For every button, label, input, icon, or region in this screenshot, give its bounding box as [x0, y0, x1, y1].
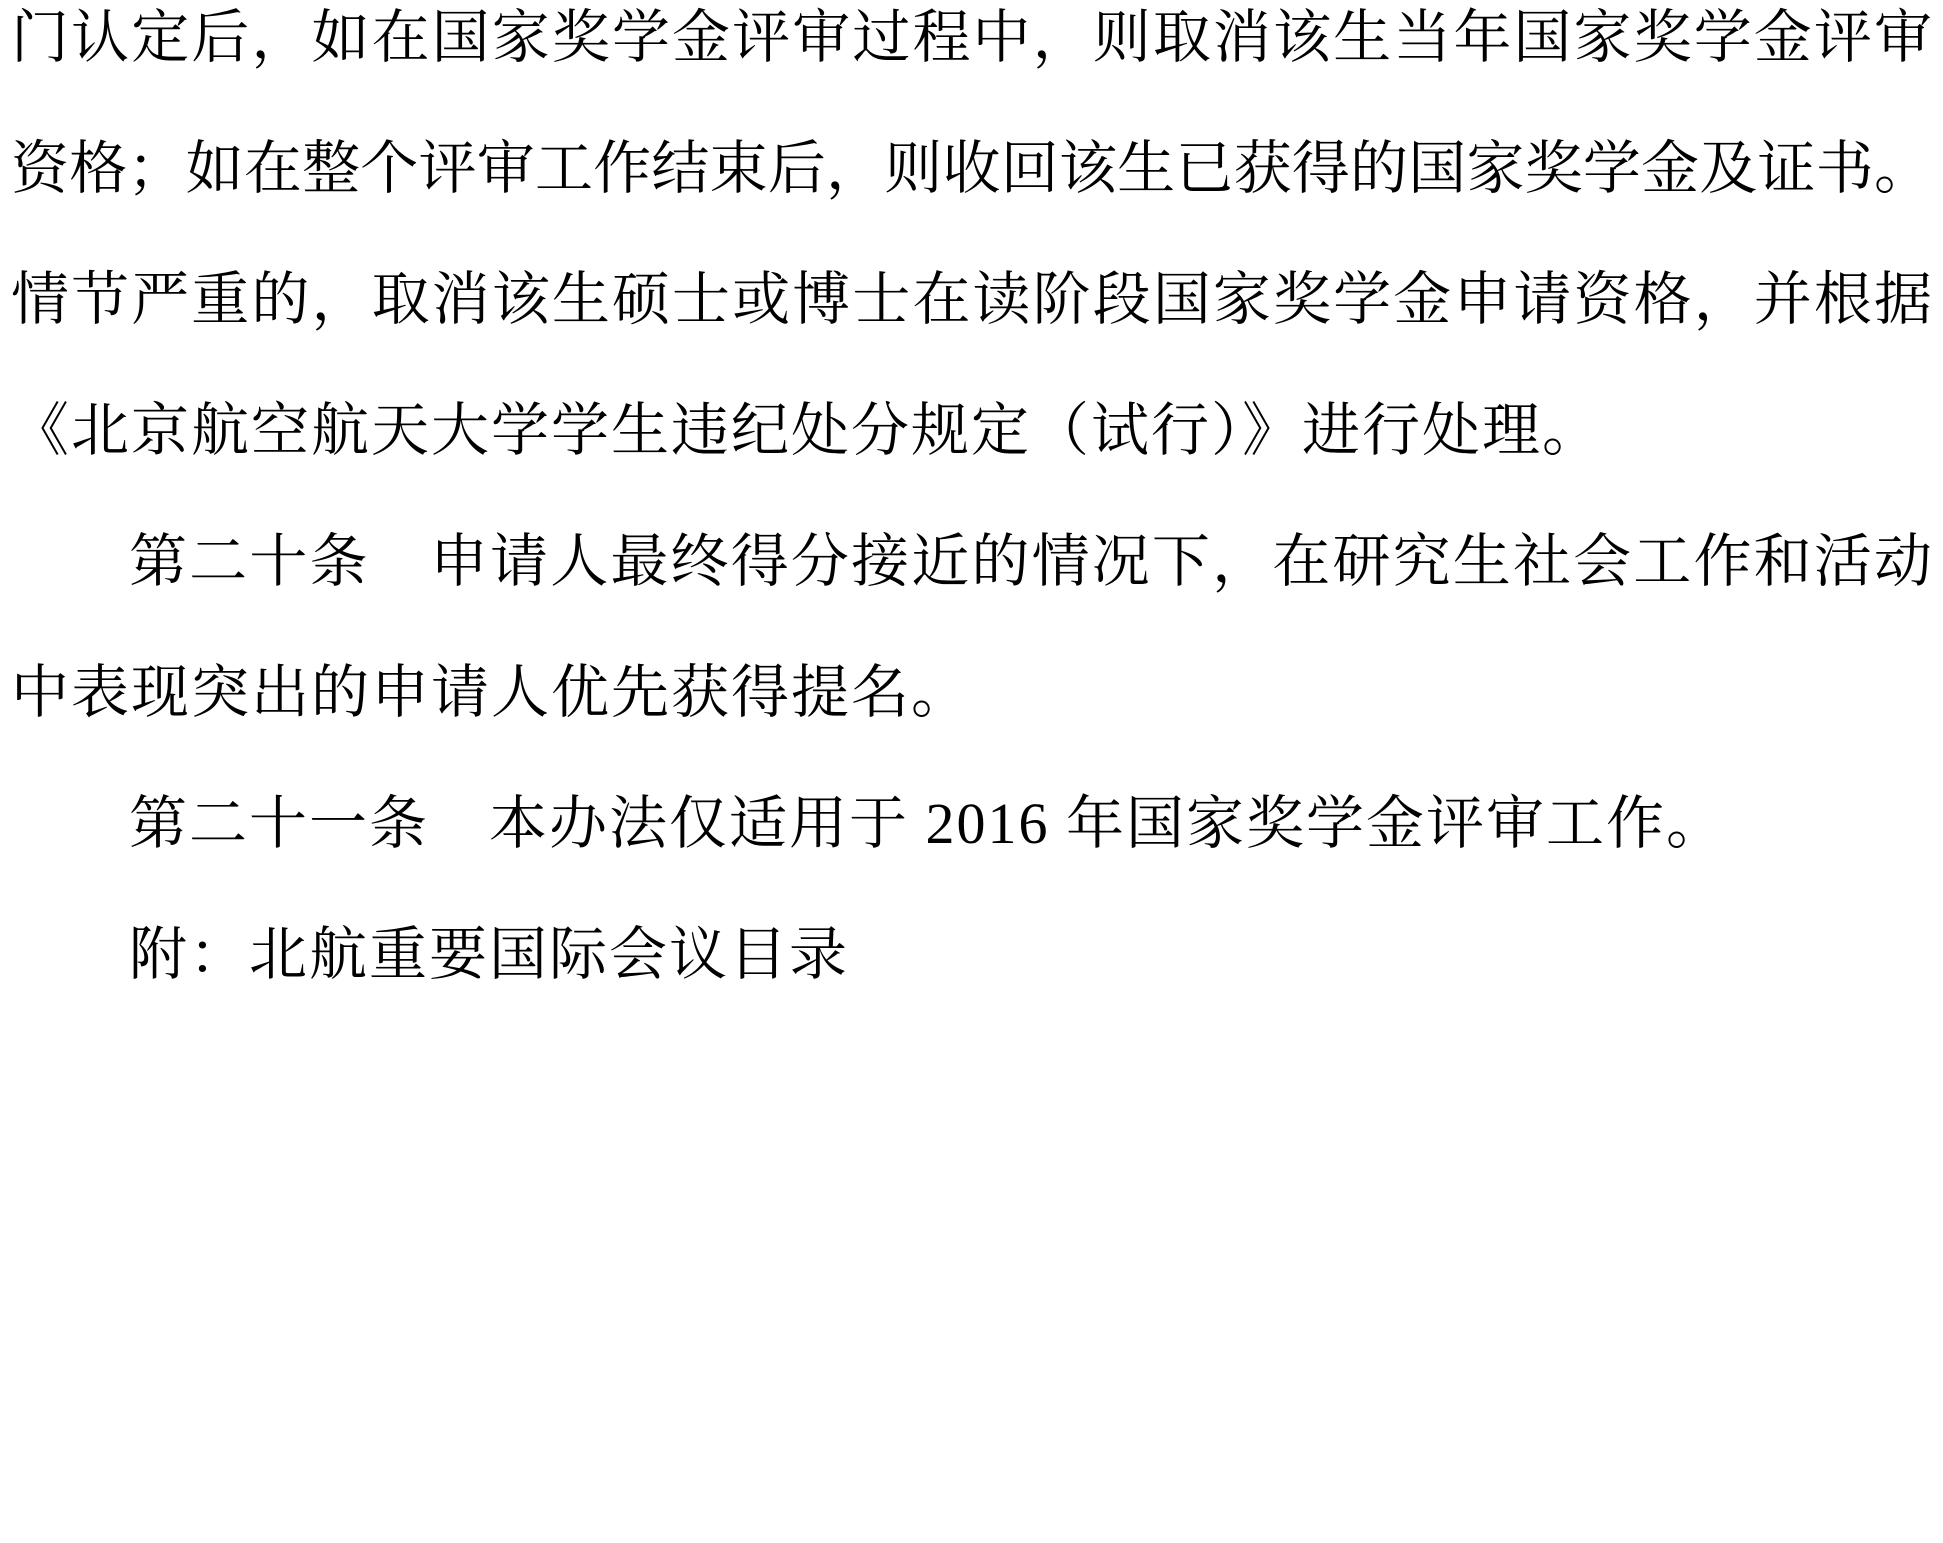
document-line-article-21: 第二十一条 本办法仅适用于 2016 年国家奖学金评审工作。 — [129, 791, 1727, 856]
document-line: 中表现突出的申请人优先获得提名。 — [11, 660, 972, 725]
document-line: 门认定后，如在国家奖学金评审过程中，则取消该生当年国家奖学金评审 — [11, 5, 1932, 70]
document-line: 《北京航空航天大学学生违纪处分规定（试行）》进行处理。 — [11, 398, 1603, 463]
document-line: 资格；如在整个评审工作结束后，则收回该生已获得的国家奖学金及证书。 — [11, 136, 1932, 201]
document-line-article-20: 第二十条 申请人最终得分接近的情况下，在研究生社会工作和活动 — [129, 529, 1932, 594]
document-line-appendix: 附：北航重要国际会议目录 — [129, 922, 850, 987]
document-body — [11, 0, 1932, 1020]
document-line: 情节严重的，取消该生硕士或博士在读阶段国家奖学金申请资格，并根据 — [11, 267, 1932, 332]
